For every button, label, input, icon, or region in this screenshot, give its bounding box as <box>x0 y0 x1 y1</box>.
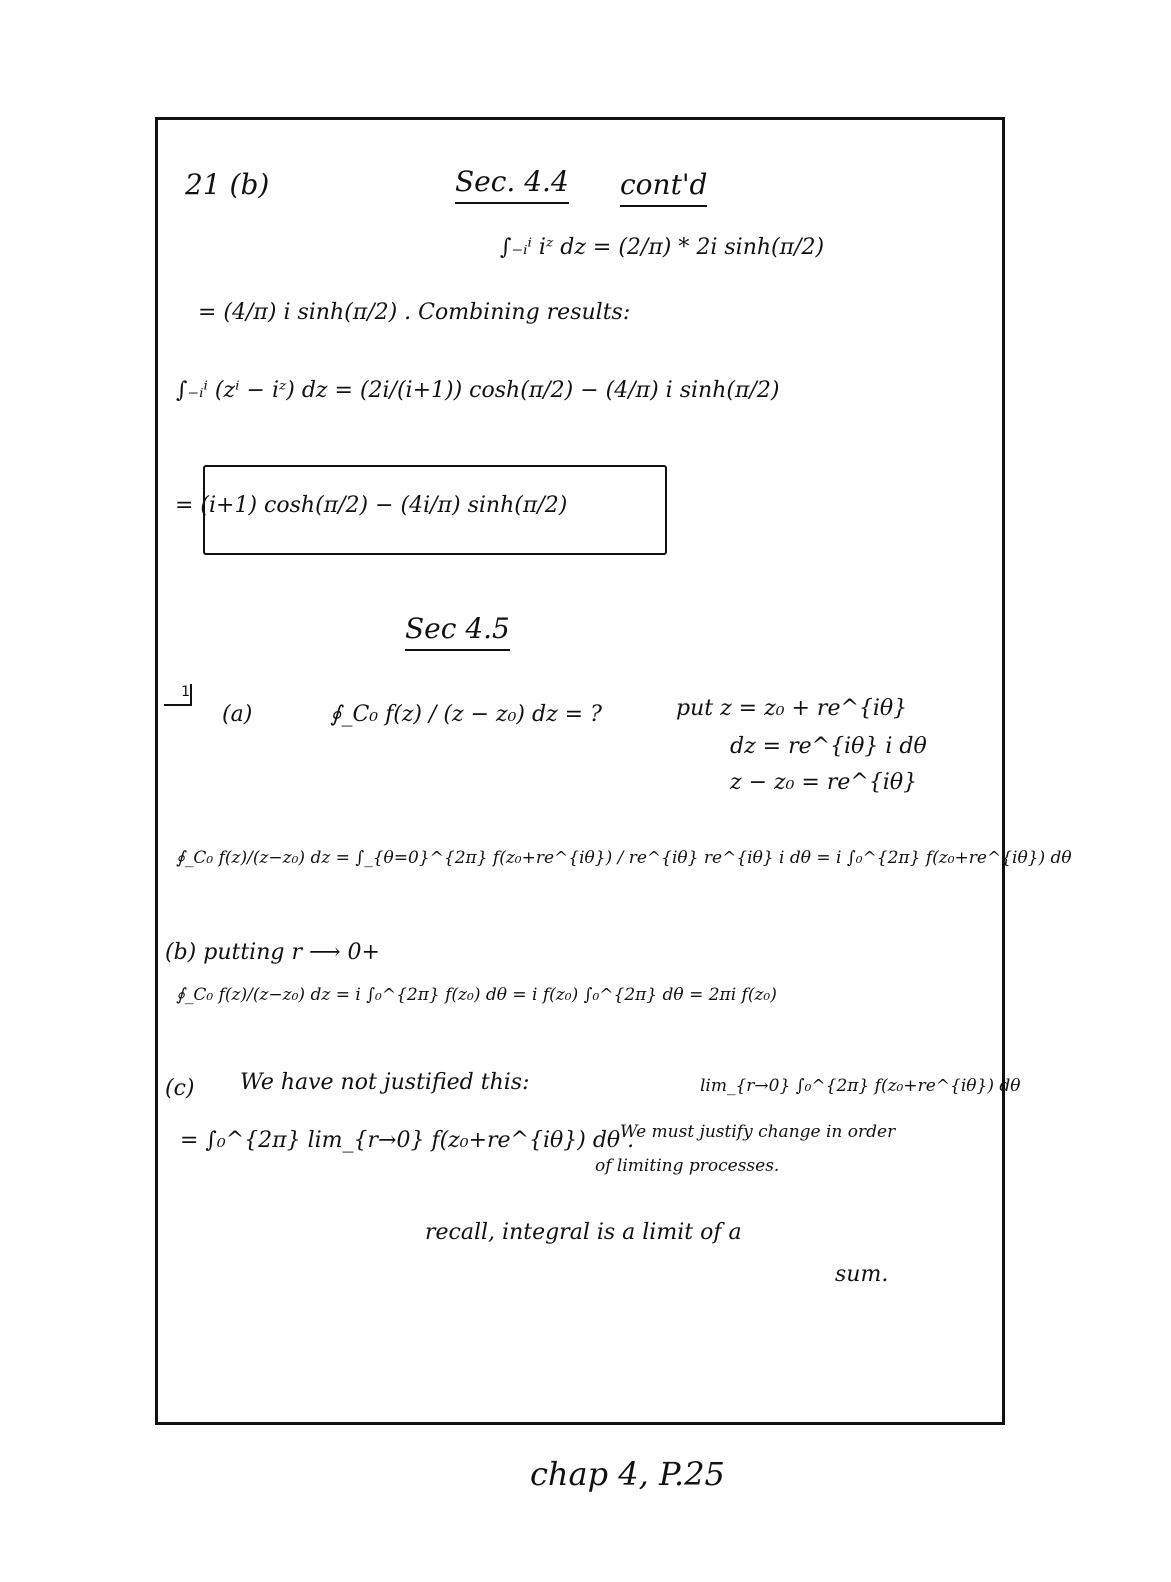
put-line-3: z − z₀ = re^{iθ} <box>730 770 918 795</box>
part-a-result: ∮_C₀ f(z)/(z−z₀) dz = ∫_{θ=0}^{2π} f(z₀+re^{iθ}) / re^{iθ} re^{iθ} i dθ = i ∫₀^{2π} f(z₀+re^{iθ}) dθ <box>176 848 1072 868</box>
part-b-result: ∮_C₀ f(z)/(z−z₀) dz = i ∫₀^{2π} f(z₀) dθ = i f(z₀) ∫₀^{2π} dθ = 2πi f(z₀) <box>176 985 777 1005</box>
part-c-text: We have not justified this: <box>240 1070 530 1095</box>
sec44-boxed-result: = (i+1) cosh(π/2) − (4i/π) sinh(π/2) <box>175 493 568 518</box>
part-c-note-1: We must justify change in order <box>620 1122 896 1142</box>
part-c-note-2: of limiting processes. <box>595 1156 780 1176</box>
part-c-label: (c) <box>165 1076 195 1101</box>
sec44-line2: = (4/π) i sinh(π/2) . Combining results: <box>198 300 631 325</box>
part-a-label: (a) <box>222 702 253 727</box>
page-label: chap 4, P.25 <box>530 1455 725 1493</box>
recall-line-1: recall, integral is a limit of a <box>425 1220 742 1245</box>
problem-number: 1 <box>164 684 192 706</box>
put-line-1: put z = z₀ + re^{iθ} <box>676 696 908 721</box>
part-c-limit: lim_{r→0} ∫₀^{2π} f(z₀+re^{iθ}) dθ <box>700 1076 1021 1096</box>
sec44-line1: ∫₋ᵢⁱ iᶻ dz = (2/π) * 2i sinh(π/2) <box>500 235 825 260</box>
put-line-2: dz = re^{iθ} i dθ <box>730 734 927 759</box>
sec44-line3: ∫₋ᵢⁱ (zⁱ − iᶻ) dz = (2i/(i+1)) cosh(π/2) − (4/π) i sinh(π/2) <box>176 378 780 403</box>
section-cont: cont'd <box>620 168 707 207</box>
part-a-question: ∮_C₀ f(z) / (z − z₀) dz = ? <box>330 702 602 727</box>
section-title: Sec. 4.4 <box>455 165 569 204</box>
part-b-label: (b) putting r ⟶ 0+ <box>165 940 380 965</box>
part-c-line2: = ∫₀^{2π} lim_{r→0} f(z₀+re^{iθ}) dθ . <box>180 1128 635 1153</box>
problem-label: 21 (b) <box>185 168 270 201</box>
sec45-title: Sec 4.5 <box>405 612 510 651</box>
recall-line-2: sum. <box>835 1262 889 1287</box>
